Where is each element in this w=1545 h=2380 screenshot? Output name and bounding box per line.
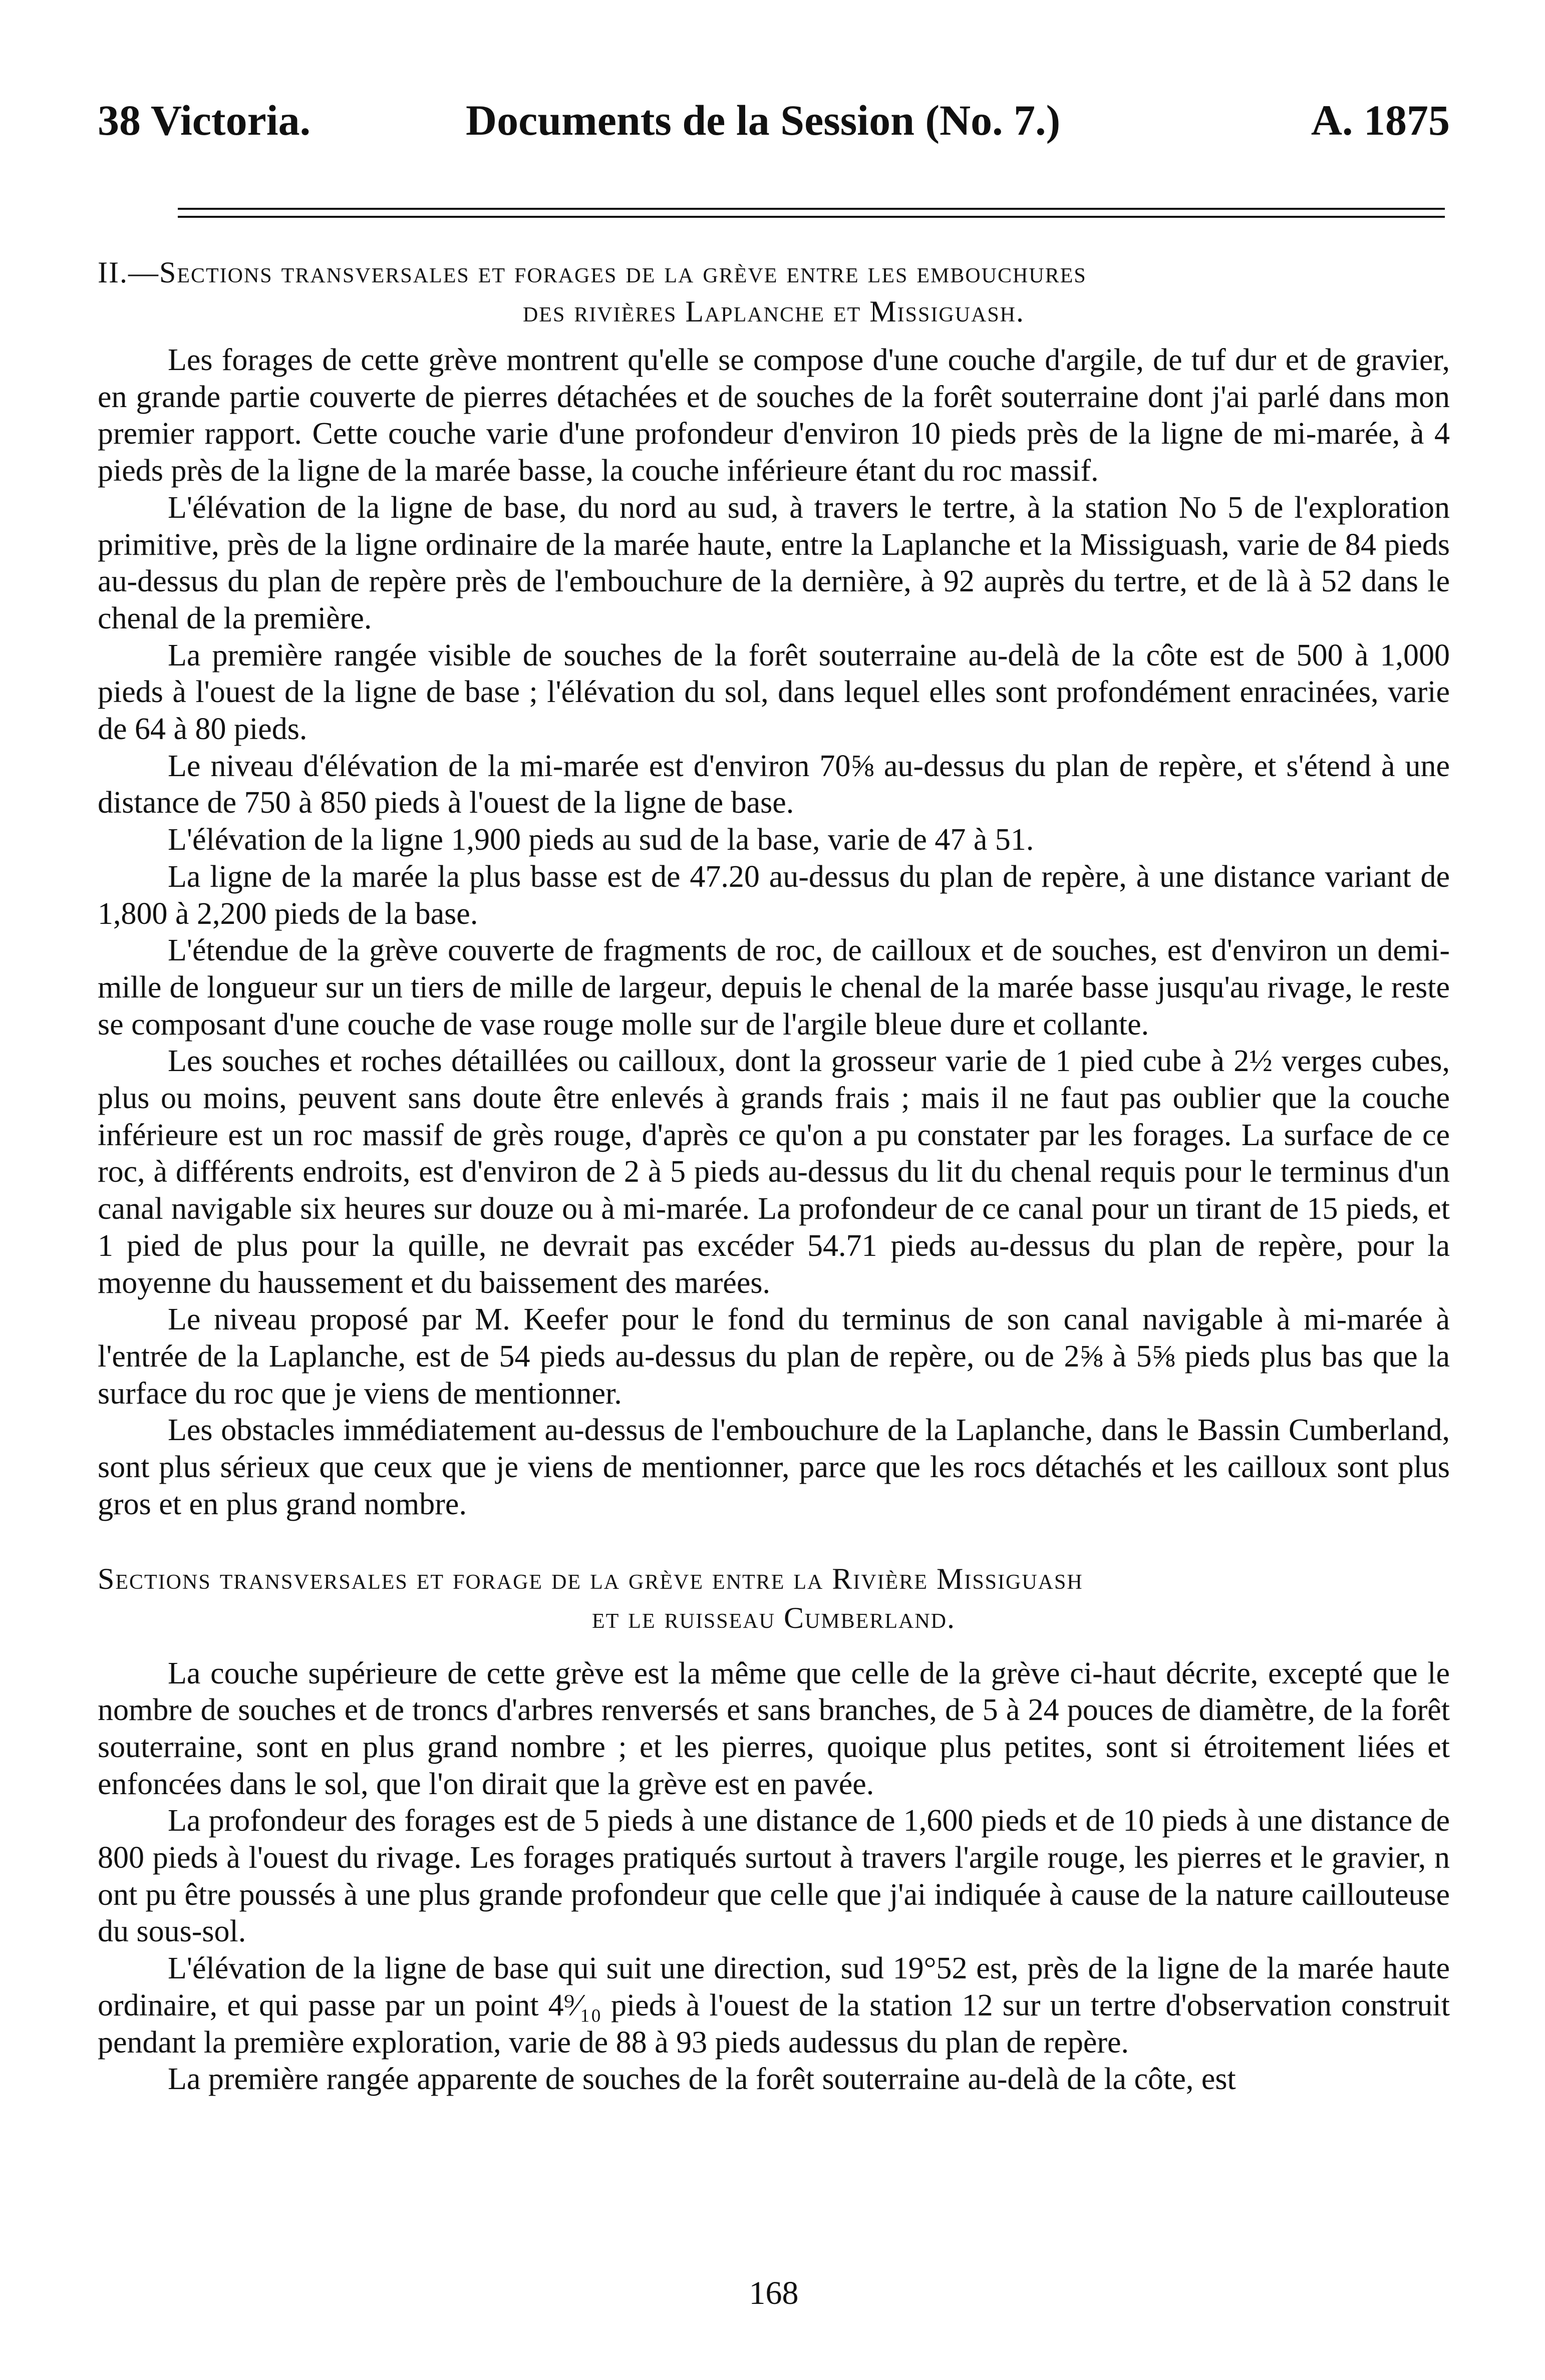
paragraph: Les obstacles immédiatement au-dessus de l'embouchure de la Laplanche, dans le Bassin Cumberland, sont plus sérieux que ceux que je viens de mentionner, parce que les rocs détachés et les cailloux sont plus gros et en plus grand nombre.: [98, 1413, 1450, 1521]
paragraph: Les souches et roches détaillées ou cailloux, dont la grosseur varie de 1 pied cube à 2½ verges cubes, plus ou moins, peuvent sans doute être enlevés à grands frais ; mais il ne faut pas oublier que la couche inférieure est un roc massif de grès rouge, d'après ce qu'on a pu constater par les forages. La surface de ce roc, à différents endroits, est d'environ de 2 à 5 pieds au-dessus du lit du chenal requis pour le terminus d'un canal navigable six heures sur douze ou à mi-marée. La profondeur de ce canal pour un tirant de 15 pieds, et 1 pied de plus pour la quille, ne devrait pas excéder 54.71 pieds au-dessus du plan de repère, pour la moyenne du haussement et du baissement des marées.: [98, 1044, 1450, 1300]
paragraph: La première rangée apparente de souches de la forêt souterraine au-delà de la côte, est: [168, 2062, 1236, 2097]
section-heading-1-line-1: II.—Sections transversales et forages de la grève entre les embouchures: [98, 256, 1087, 289]
header-title: Documents de la Session (No. 7.): [466, 96, 1061, 144]
paragraph: La ligne de la marée la plus basse est de 47.20 au-dessus du plan de repère, à une distance variant de 1,800 à 2,200 pieds de la base.: [98, 859, 1450, 931]
section-1-body: [98, 342, 1450, 1523]
running-header: [98, 85, 1450, 155]
paragraph: L'élévation de la ligne 1,900 pieds au sud de la base, varie de 47 à 51.: [168, 823, 1034, 857]
section-2-body: [98, 1655, 1450, 2098]
paragraph: Le niveau proposé par M. Keefer pour le fond du terminus de son canal navigable à mi-marée à l'entrée de la Laplanche, est de 54 pieds au-dessus du plan de repère, ou de 2⅝ à 5⅝ pieds plus bas que la surface du roc que je viens de mentionner.: [98, 1302, 1450, 1411]
page-number: 168: [749, 2275, 799, 2311]
paragraph: L'élévation de la ligne de base qui suit une direction, sud 19°52 est, près de la ligne de la marée haute ordinaire, et qui passe par un point 4⁹⁄₁₀ pieds à l'ouest de la station 12 sur un tertre d'observation construit pendant la première exploration, varie de 88 à 93 pieds audessus du plan de repère.: [98, 1951, 1450, 2060]
paragraph: Les forages de cette grève montrent qu'elle se compose d'une couche d'argile, de tuf dur et de gravier, en grande partie couverte de pierres détachées et de souches de la forêt souterraine dont j'ai parlé dans mon premier rapport. Cette couche varie d'une profondeur d'environ 10 pieds près de la ligne de mi-marée, à 4 pieds près de la ligne de la marée basse, la couche inférieure étant du roc massif.: [98, 343, 1450, 488]
paragraph: L'élévation de la ligne de base, du nord au sud, à travers le tertre, à la station No 5 de l'exploration primitive, près de la ligne ordinaire de la marée haute, entre la Laplanche et la Missiguash, varie de 84 pieds au-dessus du plan de repère près de l'embouchure de la dernière, à 92 auprès du tertre, et de là à 52 dans le chenal de la première.: [98, 490, 1450, 635]
paragraph: L'étendue de la grève couverte de fragments de roc, de cailloux et de souches, est d'environ un demi-mille de longueur sur un tiers de mille de largeur, depuis le chenal de la marée basse jusqu'au rivage, le reste se composant d'une couche de vase rouge molle sur de l'argile bleue dure et collante.: [98, 933, 1450, 1042]
section-heading-2: [98, 1559, 1450, 1637]
section-heading-2-line-1: Sections transversales et forage de la grève entre la Rivière Missiguash: [98, 1562, 1083, 1595]
paragraph: La profondeur des forages est de 5 pieds à une distance de 1,600 pieds et de 10 pieds à une distance de 800 pieds à l'ouest du rivage. Les forages pratiqués surtout à travers l'argile rouge, les pierres et le gravier, n ont pu être poussés à une plus grande profondeur que celle que j'ai indiquée à cause de la nature caillouteuse du sous-sol.: [98, 1804, 1450, 1949]
header-volume: 38 Victoria.: [98, 96, 311, 144]
section-heading-1: [98, 253, 1450, 331]
paragraph: La première rangée visible de souches de la forêt souterraine au-delà de la côte est de 500 à 1,000 pieds à l'ouest de la ligne de base ; l'élévation du sol, dans lequel elles sont profondément enracinées, varie de 64 à 80 pieds.: [98, 638, 1450, 747]
paragraph: Le niveau d'élévation de la mi-marée est d'environ 70⅝ au-dessus du plan de repère, et s'étend à une distance de 750 à 850 pieds à l'ouest de la ligne de base.: [98, 749, 1450, 820]
paragraph: La couche supérieure de cette grève est la même que celle de la grève ci-haut décrite, excepté que le nombre de souches et de troncs d'arbres renversés et sans branches, de 5 à 24 pouces de diamètre, de la forêt souterraine, sont en plus grand nombre ; et les pierres, quoique plus petites, sont si étroitement liées et enfoncées dans le sol, que l'on dirait que la grève est en pavée.: [98, 1656, 1450, 1801]
section-heading-2-line-2: et le ruisseau Cumberland.: [591, 1601, 956, 1634]
header-rule: [178, 208, 1445, 218]
section-heading-1-line-2: des rivières Laplanche et Missiguash.: [522, 295, 1025, 328]
document-page: [98, 85, 1450, 2338]
header-year: A. 1875: [1311, 96, 1450, 144]
